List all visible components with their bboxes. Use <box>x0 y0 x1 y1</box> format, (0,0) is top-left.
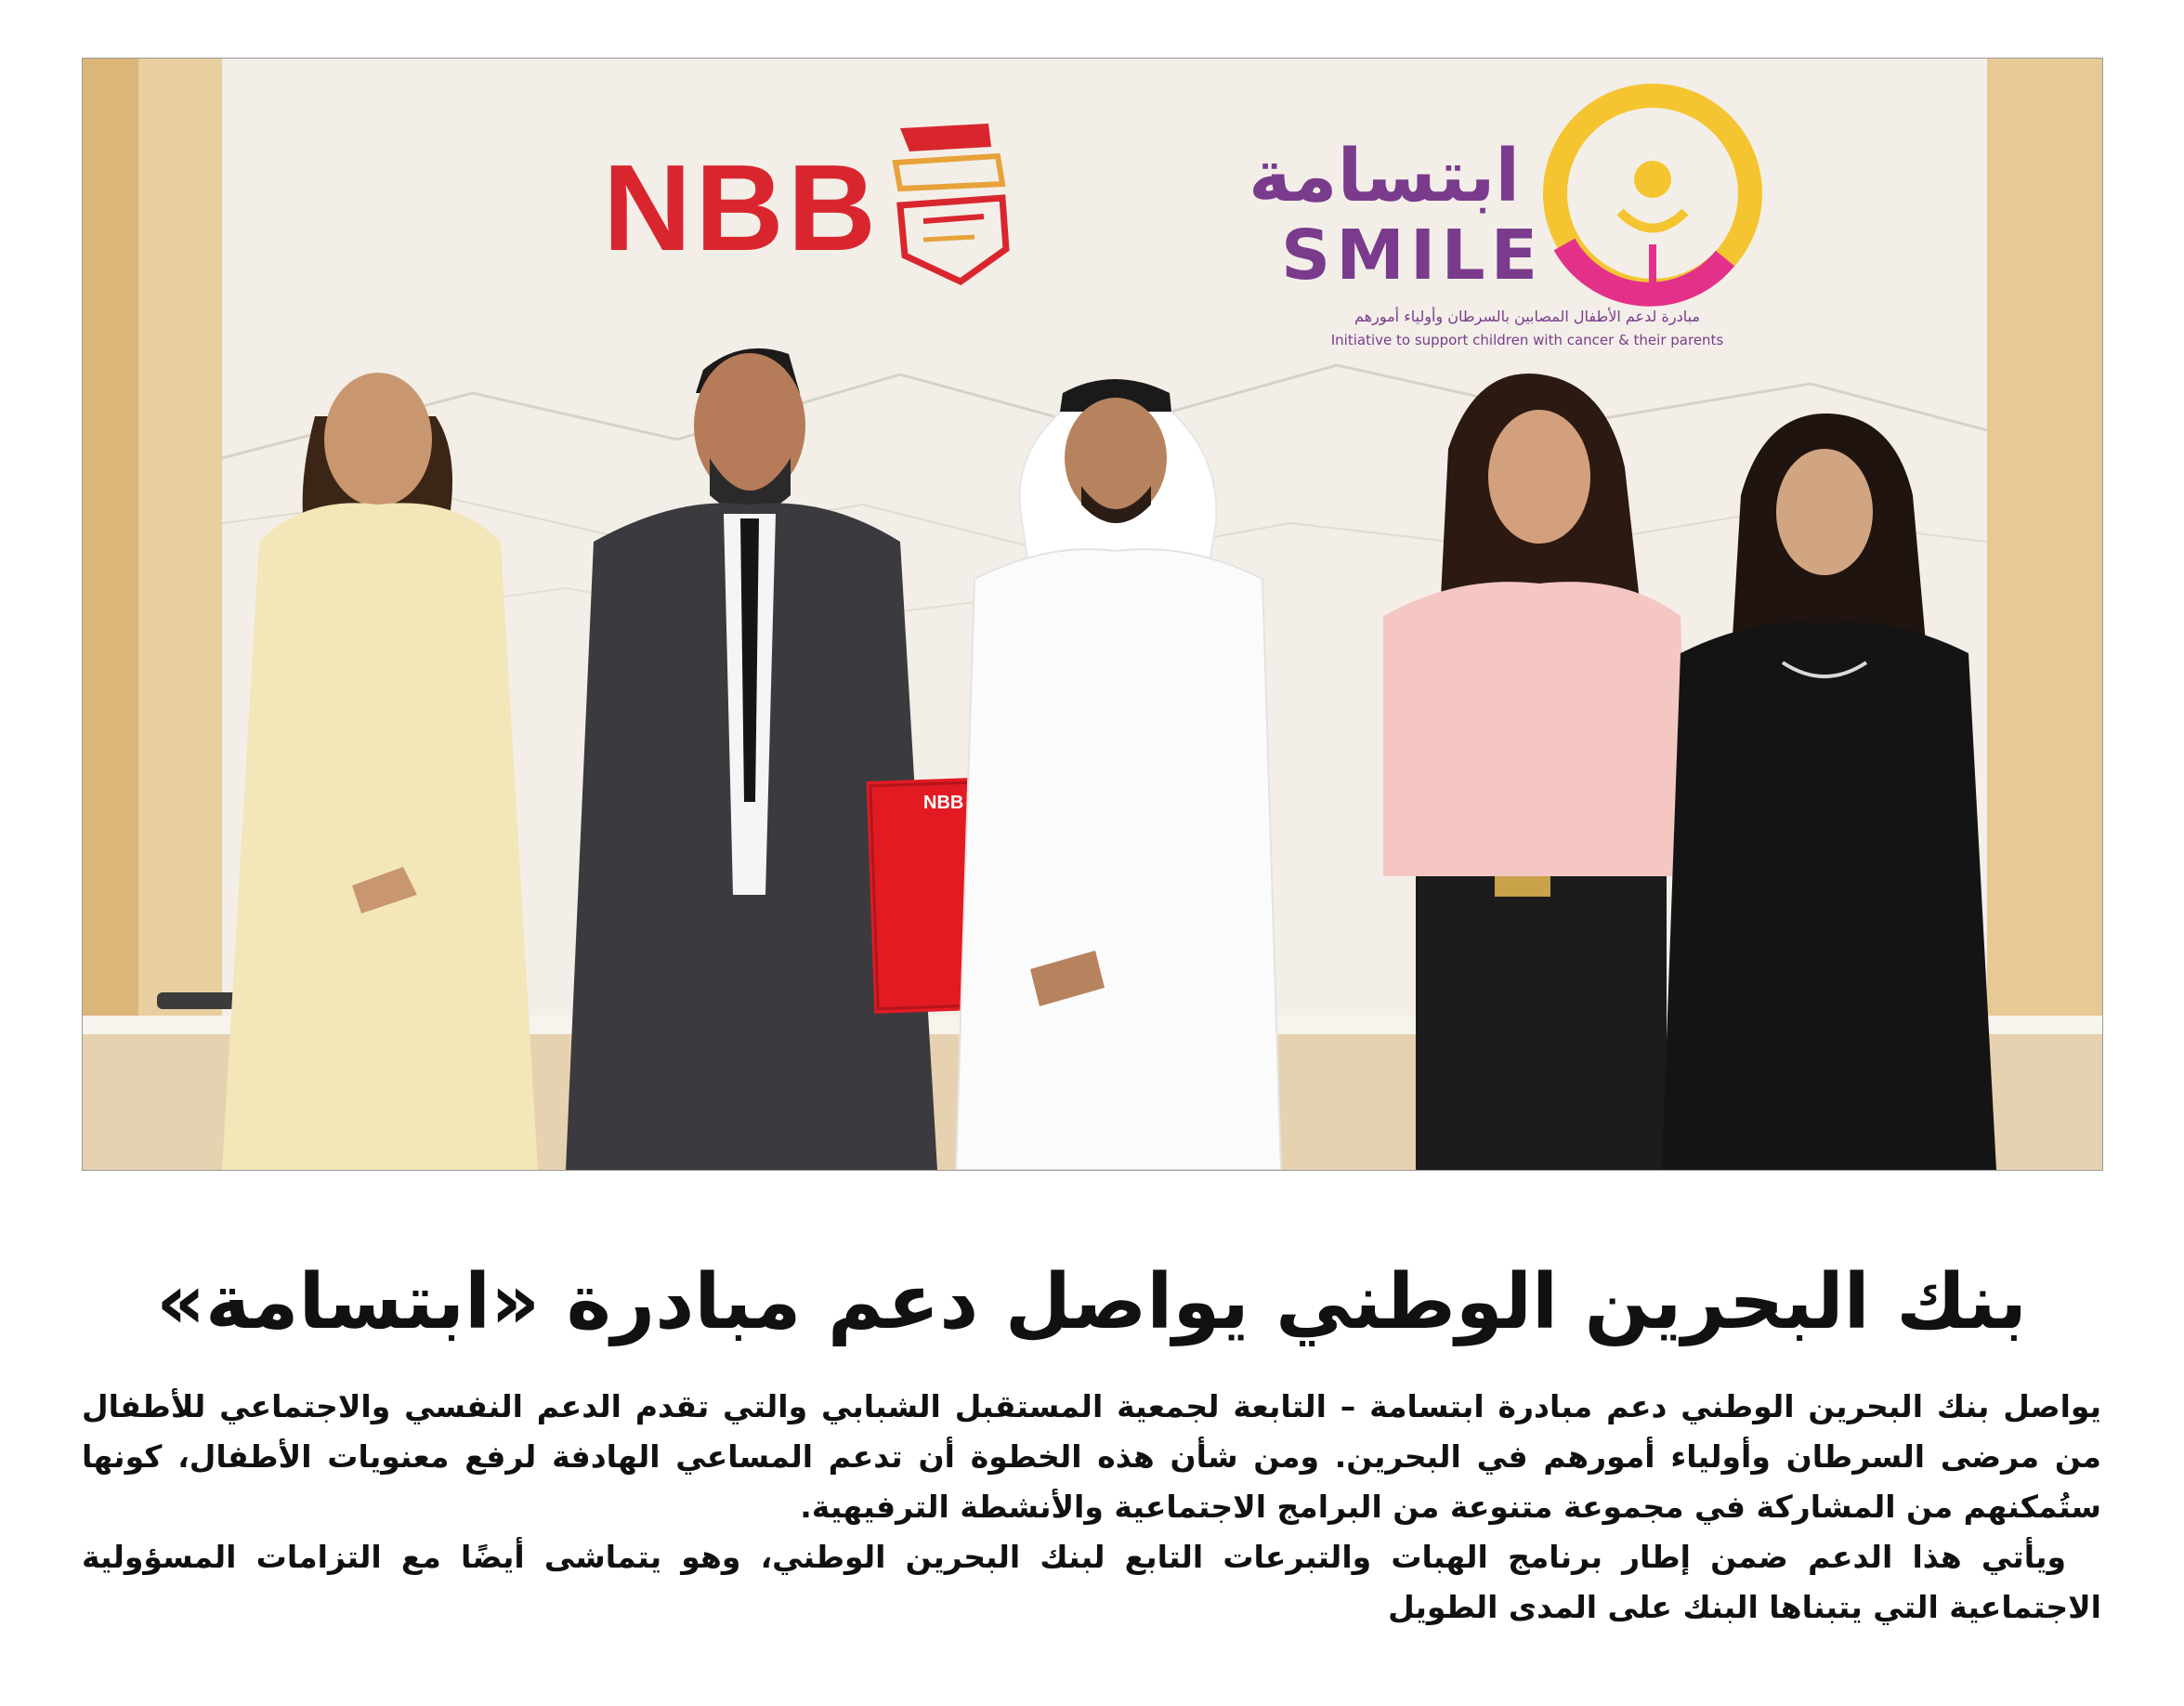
article-paragraph: يواصل بنك البحرين الوطني دعم مبادرة ابتسامة – التابعة لجمعية المستقبل الشبابي والتي تقدم الدعم النفسي والاجتماعي للأطفال من مرضى السرطان وأولياء أمورهم في البحرين. ومن شأن هذه الخطوة أن تدعم المساعي الهادفة لرفع معنويات الأطفال، كونها ستُمكنهم من المشاركة في مجموعة متنوعة من البرامج الاجتماعية والأنشطة الترفيهية. <box>82 1388 2101 1525</box>
smile-tagline-english: Initiative to support children with cancer & their parents <box>1330 332 1724 348</box>
article-body <box>82 1382 2101 1633</box>
article-headline: بنك البحرين الوطني يواصل دعم مبادرة «ابتسامة» <box>156 1257 2027 1346</box>
smile-logo-arabic: ابتسامة <box>1249 135 1521 218</box>
smile-tagline-arabic: مبادرة لدعم الأطفال المصابين بالسرطان وأولياء أمورهم <box>1354 308 1700 325</box>
article-paragraph: ويأتي هذا الدعم ضمن إطار برنامج الهبات والتبرعات التابع لبنك البحرين الوطني، وهو يتماشى أيضًا مع التزامات المسؤولية الاجتماعية التي يتبناها البنك على المدى الطويل <box>82 1539 2101 1625</box>
folder-logo-label: NBB <box>923 793 964 813</box>
nbb-logo-text: NBB <box>603 139 880 276</box>
event-photo <box>82 58 2103 1171</box>
smile-logo-english: SMILE <box>1281 216 1544 295</box>
